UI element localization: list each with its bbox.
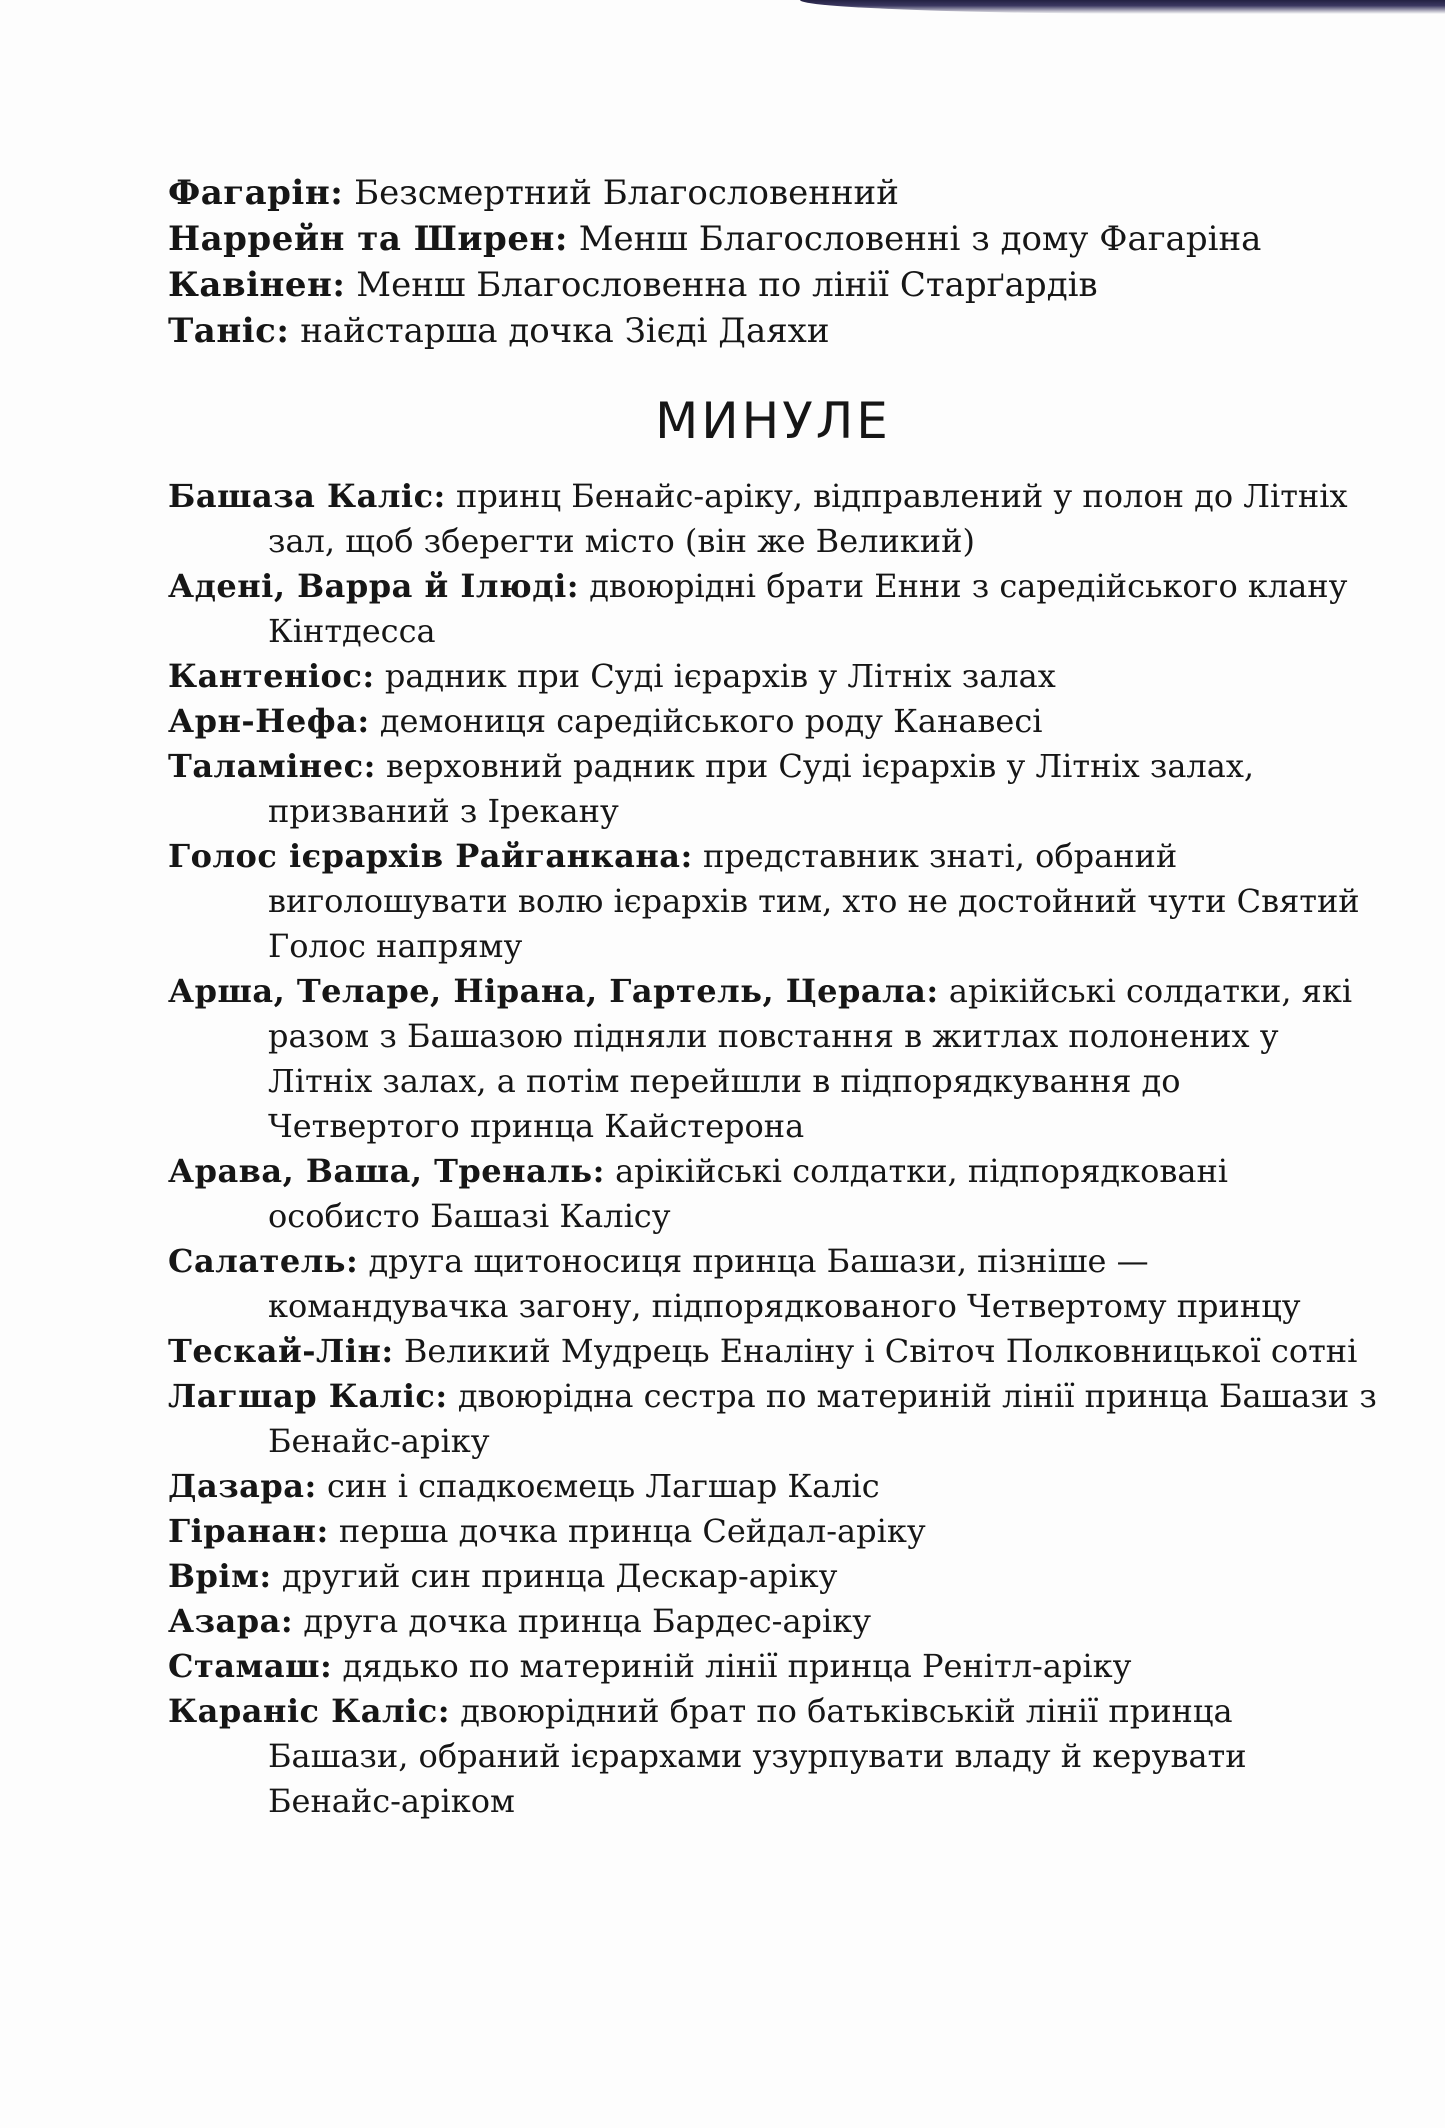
character-description: верховний радник при Суді ієрархів у Літніх залах, призваний з Ірекану — [268, 747, 1255, 830]
character-entry — [168, 170, 1378, 216]
character-entry — [168, 474, 1378, 564]
character-description: принц Бенайс-аріку, відправлений у полон до Літніх зал, щоб зберегти місто (він же Великий) — [268, 477, 1348, 560]
character-description: Великий Мудрець Еналіну і Світоч Полковницької сотні — [403, 1332, 1358, 1370]
character-name: Кавінен: — [168, 265, 346, 305]
character-entry — [168, 834, 1378, 969]
character-description: Менш Благословенні з дому Фагаріна — [578, 219, 1262, 259]
character-description: демониця саредійського роду Канавесі — [379, 702, 1043, 740]
character-entry — [168, 1374, 1378, 1464]
character-entry — [168, 1239, 1378, 1329]
character-entry — [168, 1554, 1378, 1599]
character-name: Арн-Нефа: — [168, 702, 370, 740]
character-description: двоюрідна сестра по материній лінії принца Башази з Бенайс-аріку — [268, 1377, 1377, 1460]
character-description: арікійські солдатки, які разом з Башазою підняли повстання в житлах полонених у Літніх залах, а потім перейшли в підпорядкування до Четвертого принца Кайстерона — [268, 972, 1353, 1145]
character-entry — [168, 654, 1378, 699]
character-name: Башаза Каліс: — [168, 477, 446, 515]
character-entry — [168, 1149, 1378, 1239]
character-name: Салатель: — [168, 1242, 359, 1280]
character-name: Таніс: — [168, 311, 290, 351]
character-entry — [168, 1599, 1378, 1644]
character-entry — [168, 1329, 1378, 1374]
character-description: радник при Суді ієрархів у Літніх залах — [384, 657, 1056, 695]
character-entry — [168, 699, 1378, 744]
character-name: Арава, Ваша, Треналь: — [168, 1152, 605, 1190]
character-description: другий син принца Дескар-аріку — [281, 1557, 838, 1595]
character-entry — [168, 1509, 1378, 1554]
character-name: Голос ієрархів Райганкана: — [168, 837, 693, 875]
character-entry — [168, 1689, 1378, 1824]
past-characters-list — [168, 474, 1378, 1824]
character-entry — [168, 1644, 1378, 1689]
character-name: Тескай-Лін: — [168, 1332, 394, 1370]
character-entry — [168, 308, 1378, 354]
present-characters-list — [168, 170, 1378, 354]
character-entry — [168, 1464, 1378, 1509]
character-description: друга дочка принца Бардес-аріку — [303, 1602, 872, 1640]
character-name: Стамаш: — [168, 1647, 333, 1685]
character-entry — [168, 744, 1378, 834]
character-description: Безсмертний Благословенний — [354, 173, 899, 213]
character-name: Наррейн та Ширен: — [168, 219, 568, 259]
character-entry — [168, 216, 1378, 262]
section-title-past: МИНУЛЕ — [655, 392, 891, 450]
character-description: перша дочка принца Сейдал-аріку — [338, 1512, 926, 1550]
character-description: представник знаті, обраний виголошувати волю ієрархів тим, хто не достойний чути Святий Голос напряму — [268, 837, 1360, 965]
character-description: син і спадкоємець Лагшар Каліс — [326, 1467, 880, 1505]
character-name: Арша, Теларе, Нірана, Гартель, Церала: — [168, 972, 939, 1010]
character-name: Врім: — [168, 1557, 272, 1595]
character-name: Лагшар Каліс: — [168, 1377, 448, 1415]
character-description: арікійські солдатки, підпорядковані особисто Башазі Калісу — [268, 1152, 1229, 1235]
character-name: Азара: — [168, 1602, 294, 1640]
character-description: двоюрідні брати Енни з саредійського клану Кінтдесса — [268, 567, 1348, 650]
character-description: Менш Благословенна по лінії Старґардів — [356, 265, 1098, 305]
character-entry — [168, 564, 1378, 654]
character-name: Гіранан: — [168, 1512, 329, 1550]
character-name: Караніс Каліс: — [168, 1692, 451, 1730]
character-entry — [168, 262, 1378, 308]
character-name: Кантеніос: — [168, 657, 375, 695]
character-name: Адені, Варра й Ілюді: — [168, 567, 580, 605]
character-description: двоюрідний брат по батьківській лінії принца Башази, обраний ієрархами узурпувати владу й керувати Бенайс-аріком — [268, 1692, 1247, 1820]
character-entry — [168, 969, 1378, 1149]
character-description: друга щитоносиця принца Башази, пізніше — командувачка загону, підпорядкованого Четвертому принцу — [268, 1242, 1301, 1325]
page-content — [168, 170, 1378, 1824]
character-name: Фагарін: — [168, 173, 344, 213]
character-name: Таламінес: — [168, 747, 376, 785]
character-name: Дазара: — [168, 1467, 317, 1505]
page-top-edge-shadow — [800, 0, 1445, 14]
character-description: дядько по материній лінії принца Ренітл-аріку — [342, 1647, 1132, 1685]
character-description: найстарша дочка Зієді Даяхи — [300, 311, 830, 351]
